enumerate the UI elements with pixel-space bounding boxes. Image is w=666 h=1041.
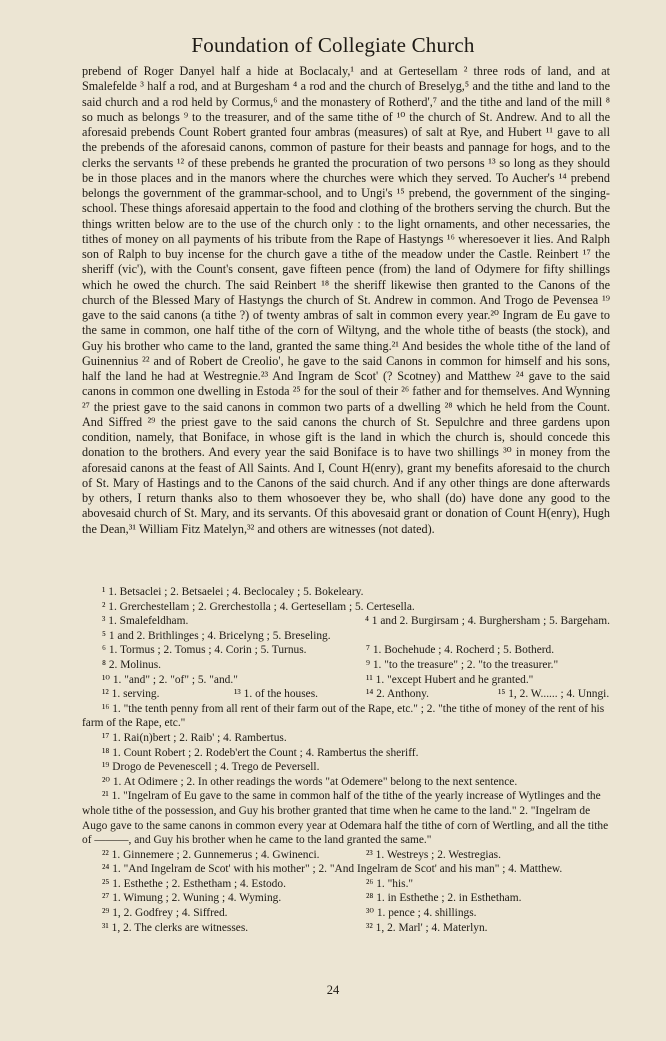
footnote-26: ²⁶ 1. "his." [366,877,414,890]
footnote-6: ⁶ 1. Tormus ; 2. Tomus ; 4. Corin ; 5. Turnus. [102,644,307,657]
footnote-29: ²⁹ 1, 2. Godfrey ; 4. Siffred. [102,907,228,920]
footnote-13: ¹³ 1. of the houses. [234,688,319,701]
footnote-row [82,848,610,863]
footnote-9: ⁹ 1. "to the treasure" ; 2. "to the treasurer." [366,658,559,671]
page-title: Foundation of Collegiate Church [191,33,475,57]
footnote-22: ²² 1. Ginnemere ; 2. Gunnemerus ; 4. Gwinenci. [102,848,320,861]
footnote-row [82,891,610,906]
footnote-7: ⁷ 1. Bochehude ; 4. Rocherd ; 5. Botherd. [366,644,555,657]
footnote-15: ¹⁵ 1, 2. W...... ; 4. Unngi. [498,688,610,701]
footnote-row [82,658,610,673]
footnote-row [82,643,610,658]
footnote-30: ³⁰ 1. pence ; 4. shillings. [366,907,477,920]
footnote-1: ¹ 1. Betsaclei ; 2. Betsaelei ; 4. Beclocaley ; 5. Bokeleary. [102,586,364,598]
footnote-16: ¹⁶ 1. "the tenth penny from all rent of their farm out of the Rape, etc." ; 2. "the tithe of money of the rent of his farm of the Rape, etc." [82,702,605,730]
footnote-row [82,687,610,702]
body-text [82,64,610,537]
footnote-12: ¹² 1. serving. [102,688,160,701]
footnote-17: ¹⁷ 1. Rai(n)bert ; 2. Raib' ; 4. Rambertus. [102,731,287,744]
footnotes [82,585,610,935]
footnote-3: ³ 1. Smalefeldham. [102,615,189,628]
footnote-27: ²⁷ 1. Wimung ; 2. Wuning ; 4. Wyming. [102,892,282,905]
footnote-2: ² 1. Grerchestellam ; 2. Grerchestolla ; 4. Gertesellam ; 5. Certesella. [102,600,415,613]
footnote-row [82,614,610,629]
footnote-19: ¹⁹ Drogo de Pevenescell ; 4. Trego de Peversell. [102,761,320,774]
footnote-32: ³² 1, 2. Marl' ; 4. Materlyn. [366,921,488,934]
footnote-25: ²⁵ 1. Esthethe ; 2. Esthetham ; 4. Estodo. [102,877,286,890]
footnote-4: ⁴ 1 and 2. Burgirsam ; 4. Burghersham ; 5. Bargeham. [364,615,610,628]
footnote-24: ²⁴ 1. "And Ingelram de Scot' with his mother" ; 2. "And Ingelram de Scot' and his man" ; 4. Matthew. [102,863,563,876]
footnote-row [82,877,610,892]
page-number: 24 [326,983,340,997]
footnote-18: ¹⁸ 1. Count Robert ; 2. Rodeb'ert the Count ; 4. Rambertus the sheriff. [102,746,419,759]
footnote-20: ²⁰ 1. At Odimere ; 2. In other readings the words "at Odemere" belong to the next sentence. [102,775,518,788]
footnote-28: ²⁸ 1. in Esthethe ; 2. in Esthetham. [366,892,522,905]
footnote-14: ¹⁴ 2. Anthony. [366,688,429,701]
body-paragraph: prebend of Roger Danyel half a hide at Boclacaly,¹ and at Gertesellam ² three rods of land, and at Smalefelde ³ half a rod, and at Burgesham ⁴ a rod and the church of Breselyg,⁵ and the tithe and land to the said church and a rod held by Cormus,⁶ and the monastery of Rotherd',⁷ and the tithe and land of the mill ⁸ so much as belongs ⁹ to the treasurer, and of the same tithe of ¹⁰ the church of St. Andrew. And to all the aforesaid prebends Count Robert granted four ambras (measures) of salt at Rye, and Hubert ¹¹ gave to all the prebends of the aforesaid canons, common of pasture for their beasts and pannage for hogs, and to the clerks the servants ¹² of these prebends he granted the procuration of two persons ¹³ so long as they should be in those places and in the manors where the churches were which they served. To Aucher's ¹⁴ prebend belongs the government of the grammar-school, and to Ungi's ¹⁵ prebend, the government of the singing-school. These things aforesaid appertain to the food and clothing of the brothers serving the church. But the things written below are to the use of the church only : to the light ornaments, and other necessaries, the tithes of money on all payments of his tribute from the Rape of Hastyngs ¹⁶ wheresoever it lies. And Ralph son of Ralph to buy incense for the church gave a tithe of the meadow under the Castle. Reinbert ¹⁷ the sheriff (vic'), with the Count's consent, gave fifteen pence (from) the land of Odymere for fifty shillings which he owed the church. The said Reinbert ¹⁸ the sheriff likewise then granted to the Canons of the church of the Blessed Mary of Hastyngs the church of St. Andrew in common. And Trogo de Pevensea ¹⁹ gave to the said canons (a tithe ?) of twenty ambras of salt in common every year.²⁰ Ingram de Eu gave to the same in common, one half tithe of the corn of Wiltyng, and the whole tithe of beasts (the stock), and Guy his brother who came to the land, granted the same thing.²¹ And besides the whole tithe of the land of Guinennius ²² and of Robert de Creolio', he gave to the said Canons in common for himself and his sons, half the land he had at Westregnie.²³ And Ingram de Scot' (? Scotney) and Matthew ²⁴ gave to the said canons in common one dwelling in Estoda ²⁵ for the soul of their ²⁶ father and for themselves. And Wynning ²⁷ the priest gave to the said canons in common two parts of a dwelling ²⁸ which he held from the Count. And Siffred ²⁹ the priest gave to the said canons the church of St. Sepulchre and three gardens upon condition, namely, that Boniface, in whose gift is the land in which the church is, should concede this donation to the brothers. And every year the said Boniface is to have two shillings ³⁰ in money from the aforesaid canons at the feast of All Saints. And I, Count H(enry), grant my benefits aforesaid to the church of St. Mary of Hastings and to the Canons of the said church. And if any other things are done afterwards by others, I return thanks also to them whosoever they be, who shall (do) have done any good to the abovesaid church of St. Mary, and its servants. Of this abovesaid grant or donation of Count H(enry), Hugh the Dean,³¹ William Fitz Matelyn,³² and others are witnesses (not dated). [82,64,610,536]
footnote-row [82,921,610,936]
footnote-row [82,906,610,921]
footnote-11: ¹¹ 1. "except Hubert and he granted." [366,673,534,686]
footnote-23: ²³ 1. Westreys ; 2. Westregias. [366,848,501,861]
footnote-31: ³¹ 1, 2. The clerks are witnesses. [102,921,249,934]
footnote-10: ¹⁰ 1. "and" ; 2. "of" ; 5. "and." [102,673,238,686]
footnote-21: ²¹ 1. "Ingelram of Eu gave to the same in common half of the tithe of the yearly increase of Wytlinges and the whole tithe of the possession, and Guy his brother granted that time when he came to the land." 2. "Ingelram de Augo gave to the same canons in common every year at Odemara half the tithe of corn of Wertling, and all the tithe of ———, and Guy his brother when he came to the land granted the same." [82,790,609,847]
footnote-5: ⁵ 1 and 2. Brithlinges ; 4. Bricelyng ; 5. Breseling. [102,629,331,642]
footnote-row [82,673,610,688]
footnote-8: ⁸ 2. Molinus. [102,658,162,671]
